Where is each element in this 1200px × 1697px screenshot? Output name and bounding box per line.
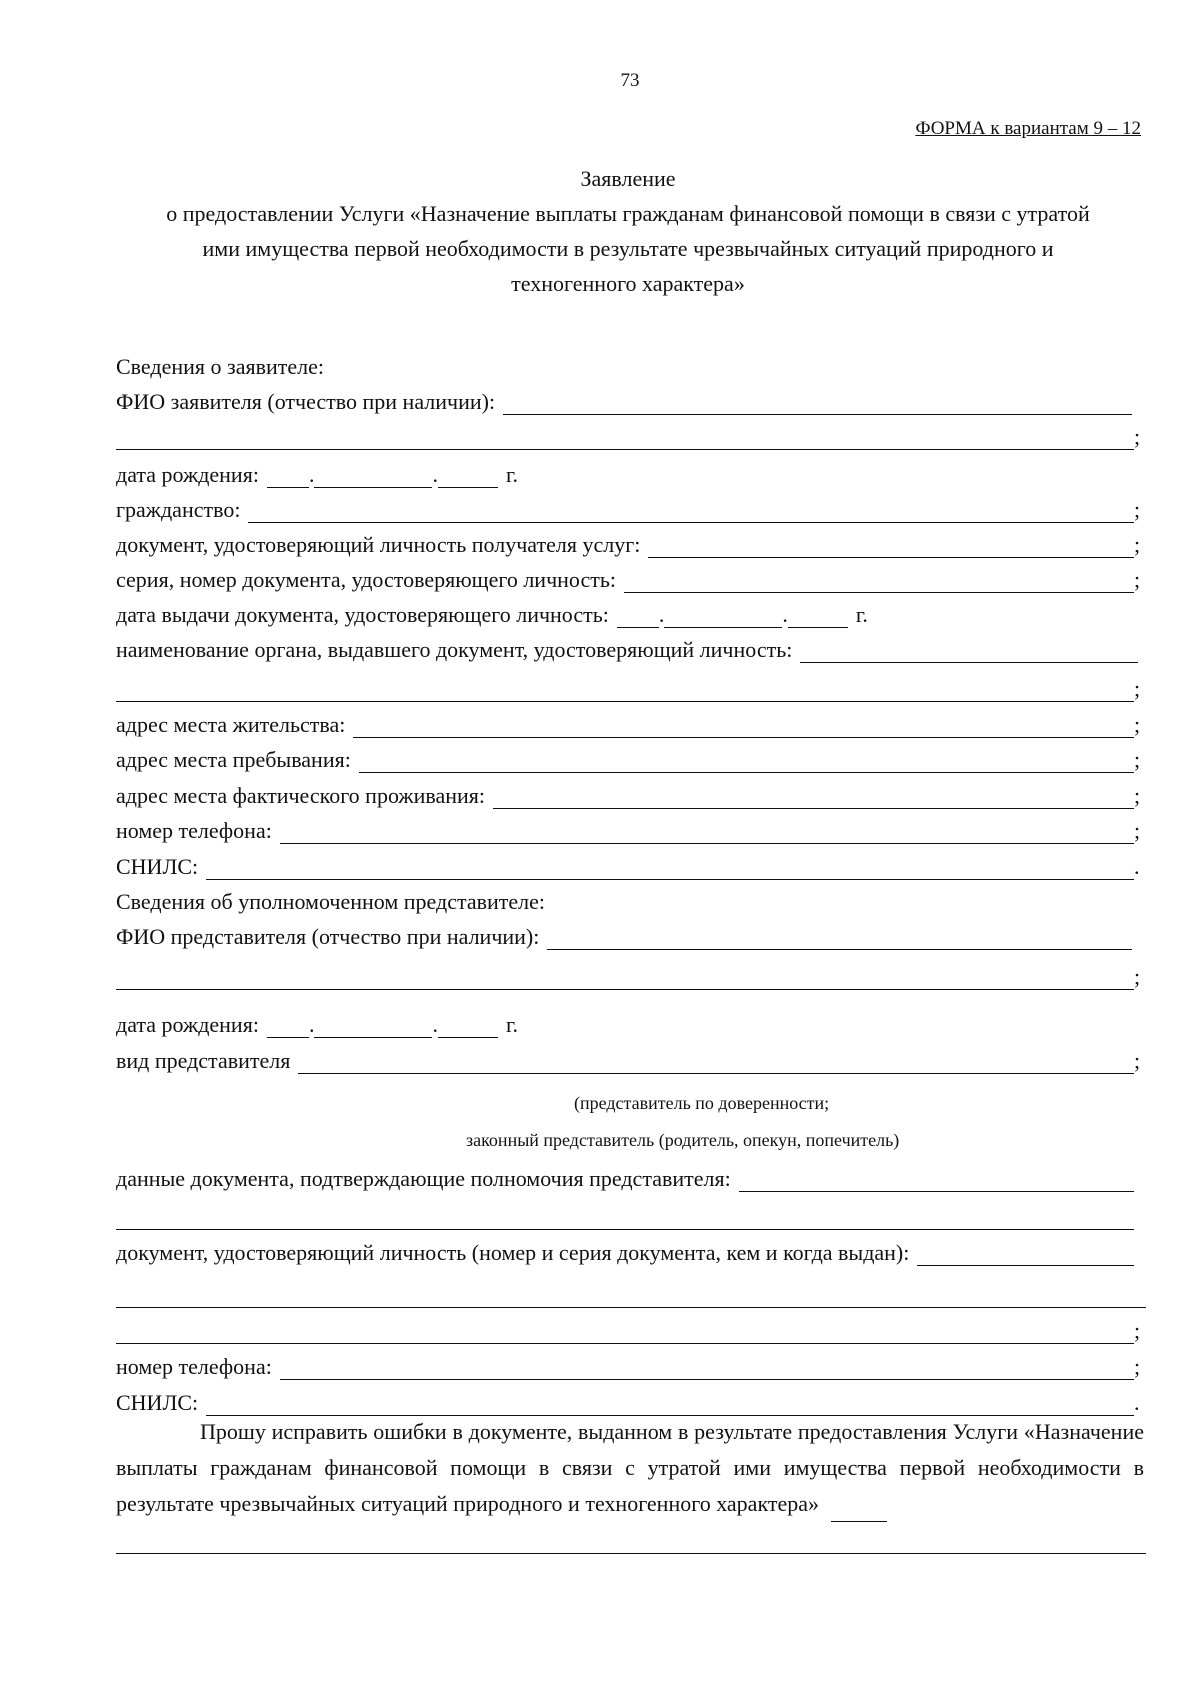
applicant-issuing-body-cont-row: ; bbox=[116, 672, 1146, 702]
rep-type-hint-1: (представитель по доверенности; bbox=[574, 1093, 830, 1113]
rep-birth-month-field[interactable] bbox=[314, 1015, 432, 1038]
rep-id-doc-label: документ, удостоверяющий личность (номер и серия документа, кем и когда выдан): bbox=[116, 1240, 910, 1265]
rep-birth-row: дата рождения: . . г. bbox=[116, 1012, 518, 1037]
issuing-body-field[interactable] bbox=[800, 640, 1138, 663]
applicant-birth-row: дата рождения: . . г. bbox=[116, 462, 518, 487]
applicant-issue-date-row: дата выдачи документа, удостоверяющего личность: . . г. bbox=[116, 602, 868, 627]
applicant-snils-row: СНИЛС: . bbox=[116, 854, 1140, 879]
rep-id-doc-row bbox=[116, 1236, 1134, 1266]
representative-heading: Сведения об уполномоченном представителе: bbox=[116, 889, 546, 914]
rep-fio-field[interactable] bbox=[547, 927, 1132, 950]
request-text: Прошу исправить ошибки в документе, выданном в результате предоставления Услуги «Назначение выплаты гражданам финансовой помощи в связи с утратой ими имущества первой необходимости в результате чрезвычайных ситуаций природного и техногенного характера» bbox=[116, 1419, 1144, 1516]
applicant-fio-label: ФИО заявителя (отчество при наличии): bbox=[116, 389, 496, 414]
rep-phone-row: номер телефона: ; bbox=[116, 1354, 1141, 1379]
rep-phone-label: номер телефона: bbox=[116, 1354, 272, 1379]
form-reference: ФОРМА к вариантам 9 – 12 bbox=[915, 118, 1141, 139]
applicant-fio-cont-row: ; bbox=[116, 420, 1146, 450]
authority-docs-row bbox=[116, 1162, 1134, 1192]
rep-snils-label: СНИЛС: bbox=[116, 1390, 199, 1415]
issue-day-field[interactable] bbox=[617, 605, 659, 628]
representative-heading-row bbox=[116, 885, 1146, 915]
rep-fio-row bbox=[116, 920, 1132, 950]
rep-fio-field-cont[interactable] bbox=[116, 967, 1134, 990]
rep-snils-row: СНИЛС: . bbox=[116, 1390, 1140, 1415]
authority-docs-field[interactable] bbox=[739, 1169, 1134, 1192]
authority-docs-cont-row bbox=[116, 1200, 1134, 1230]
applicant-heading: Сведения о заявителе: bbox=[116, 354, 325, 379]
applicant-fio-row bbox=[116, 385, 1132, 415]
applicant-snils-label: СНИЛС: bbox=[116, 854, 199, 879]
stay-address-row: адрес места пребывания: ; bbox=[116, 747, 1141, 772]
rep-type-label: вид представителя bbox=[116, 1048, 291, 1073]
applicant-fio-field-cont[interactable] bbox=[116, 427, 1134, 450]
page-number: 73 bbox=[620, 70, 640, 91]
title-line-2: о предоставлении Услуги «Назначение выплаты гражданам финансовой помощи в связи с утратой bbox=[166, 201, 1090, 226]
rep-phone-field[interactable] bbox=[280, 1357, 1134, 1380]
birth-day-field[interactable] bbox=[267, 465, 309, 488]
rep-fio-cont-row: ; bbox=[116, 960, 1146, 990]
applicant-phone-label: номер телефона: bbox=[116, 818, 272, 843]
rep-type-row: вид представителя ; bbox=[116, 1048, 1141, 1073]
birth-month-field[interactable] bbox=[314, 465, 432, 488]
residence-address-row: адрес места жительства: ; bbox=[116, 712, 1141, 737]
issuing-body-field-cont[interactable] bbox=[116, 679, 1134, 702]
residence-address-label: адрес места жительства: bbox=[116, 712, 346, 737]
actual-address-row: адрес места фактического проживания: ; bbox=[116, 783, 1141, 808]
citizenship-label: гражданство: bbox=[116, 497, 241, 522]
rep-id-doc-cont-row bbox=[116, 1278, 1146, 1308]
issue-month-field[interactable] bbox=[664, 605, 782, 628]
request-field-inline[interactable] bbox=[831, 1499, 887, 1522]
applicant-id-doc-row: документ, удостоверяющий личность получателя услуг: ; bbox=[116, 532, 1141, 557]
rep-id-doc-field-cont[interactable] bbox=[116, 1285, 1146, 1308]
rep-id-doc-field[interactable] bbox=[917, 1243, 1134, 1266]
stay-address-label: адрес места пребывания: bbox=[116, 747, 351, 772]
applicant-birth-label: дата рождения: bbox=[116, 462, 259, 487]
doc-series-label: серия, номер документа, удостоверяющего личность: bbox=[116, 567, 616, 592]
request-cont-row bbox=[116, 1524, 1146, 1554]
applicant-citizenship-row: гражданство: ; bbox=[116, 497, 1141, 522]
rep-birth-label: дата рождения: bbox=[116, 1012, 259, 1037]
request-paragraph bbox=[116, 1414, 1144, 1522]
rep-birth-year-field[interactable] bbox=[438, 1015, 498, 1038]
rep-id-doc-field-cont-2[interactable] bbox=[116, 1321, 1134, 1344]
rep-id-doc-cont2-row: ; bbox=[116, 1314, 1146, 1344]
applicant-issuing-body-row bbox=[116, 633, 1138, 663]
doc-series-field[interactable] bbox=[624, 570, 1134, 593]
title-line-4: техногенного характера» bbox=[511, 271, 745, 296]
issue-year-field[interactable] bbox=[788, 605, 848, 628]
doc-issue-date-label: дата выдачи документа, удостоверяющего личность: bbox=[116, 602, 609, 627]
residence-address-field[interactable] bbox=[353, 715, 1134, 738]
request-field-cont[interactable] bbox=[116, 1531, 1146, 1554]
actual-address-field[interactable] bbox=[493, 786, 1134, 809]
rep-fio-label: ФИО представителя (отчество при наличии): bbox=[116, 924, 540, 949]
applicant-phone-field[interactable] bbox=[280, 821, 1134, 844]
authority-docs-label: данные документа, подтверждающие полномочия представителя: bbox=[116, 1166, 731, 1191]
birth-year-field[interactable] bbox=[438, 465, 498, 488]
applicant-phone-row: номер телефона: ; bbox=[116, 818, 1141, 843]
authority-docs-field-cont[interactable] bbox=[116, 1207, 1134, 1230]
applicant-snils-field[interactable] bbox=[206, 857, 1134, 880]
rep-snils-field[interactable] bbox=[206, 1393, 1134, 1416]
stay-address-field[interactable] bbox=[359, 750, 1134, 773]
applicant-fio-field[interactable] bbox=[503, 392, 1132, 415]
actual-address-label: адрес места фактического проживания: bbox=[116, 783, 486, 808]
applicant-heading-row bbox=[116, 350, 1146, 380]
document-title: Заявление bbox=[580, 166, 676, 191]
rep-type-hint-2: законный представитель (родитель, опекун, попечитель) bbox=[466, 1130, 900, 1150]
id-document-label: документ, удостоверяющий личность получателя услуг: bbox=[116, 532, 641, 557]
citizenship-field[interactable] bbox=[248, 500, 1134, 523]
rep-birth-day-field[interactable] bbox=[267, 1015, 309, 1038]
rep-type-field[interactable] bbox=[298, 1051, 1134, 1074]
issuing-body-label: наименование органа, выдавшего документ, удостоверяющий личность: bbox=[116, 637, 793, 662]
applicant-doc-series-row: серия, номер документа, удостоверяющего личность: ; bbox=[116, 567, 1141, 592]
id-document-field[interactable] bbox=[648, 535, 1134, 558]
title-line-3: ими имущества первой необходимости в результате чрезвычайных ситуаций природного и bbox=[202, 236, 1054, 261]
